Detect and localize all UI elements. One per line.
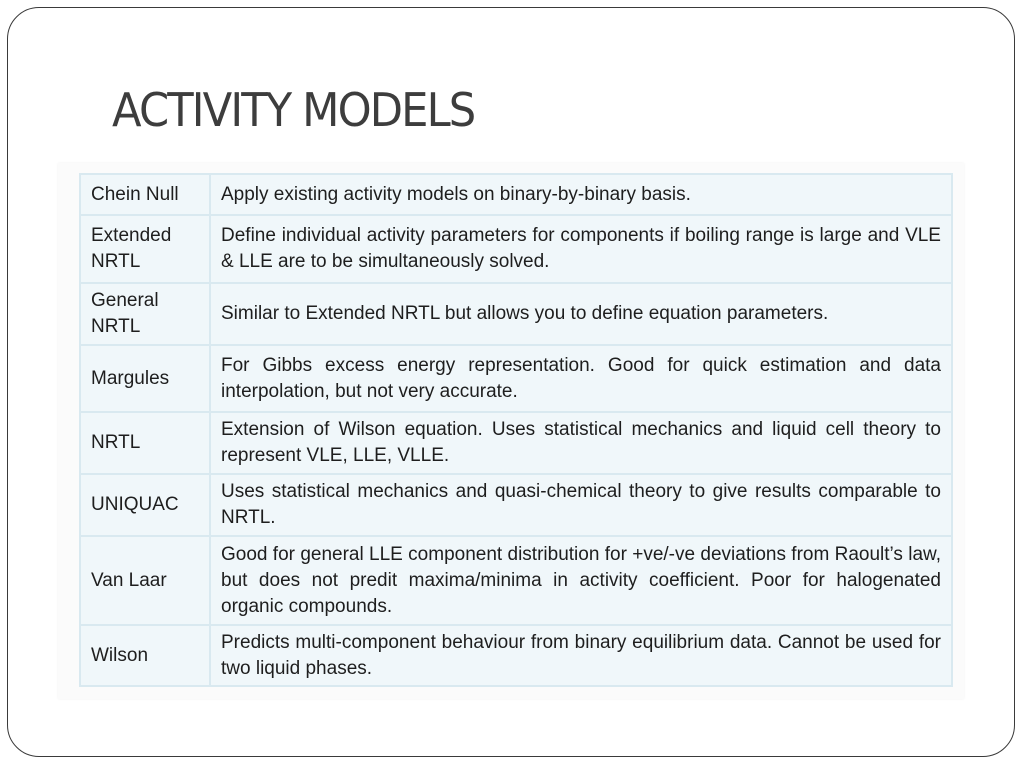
activity-models-table [79, 173, 953, 687]
model-description: Define individual activity parameters for components if boiling range is large and VLE & LLE are to be simultaneously solved. [210, 215, 952, 283]
model-description: Similar to Extended NRTL but allows you to define equation parameters. [210, 283, 952, 345]
table-row [80, 345, 952, 412]
table-row [80, 474, 952, 536]
model-name: UNIQUAC [80, 474, 210, 536]
table-row [80, 174, 952, 215]
model-name: Wilson [80, 625, 210, 686]
model-name: NRTL [80, 412, 210, 474]
table-row [80, 412, 952, 474]
table-row [80, 625, 952, 686]
model-name: Margules [80, 345, 210, 412]
table-row [80, 536, 952, 625]
slide-title: ACTIVITY MODELS [112, 83, 475, 137]
model-description: Uses statistical mechanics and quasi-chemical theory to give results comparable to NRTL. [210, 474, 952, 536]
table-row [80, 283, 952, 345]
model-description: Good for general LLE component distribution for +ve/-ve deviations from Raoult’s law, but does not predit maxima/minima in activity coefficient. Poor for halogenated organic compounds. [210, 536, 952, 625]
model-name: Extended NRTL [80, 215, 210, 283]
table-row [80, 215, 952, 283]
model-description: Extension of Wilson equation. Uses statistical mechanics and liquid cell theory to represent VLE, LLE, VLLE. [210, 412, 952, 474]
model-description: For Gibbs excess energy representation. Good for quick estimation and data interpolation, but not very accurate. [210, 345, 952, 412]
model-name: Chein Null [80, 174, 210, 215]
model-description: Apply existing activity models on binary-by-binary basis. [210, 174, 952, 215]
model-name: General NRTL [80, 283, 210, 345]
model-description: Predicts multi-component behaviour from binary equilibrium data. Cannot be used for two liquid phases. [210, 625, 952, 686]
model-name: Van Laar [80, 536, 210, 625]
